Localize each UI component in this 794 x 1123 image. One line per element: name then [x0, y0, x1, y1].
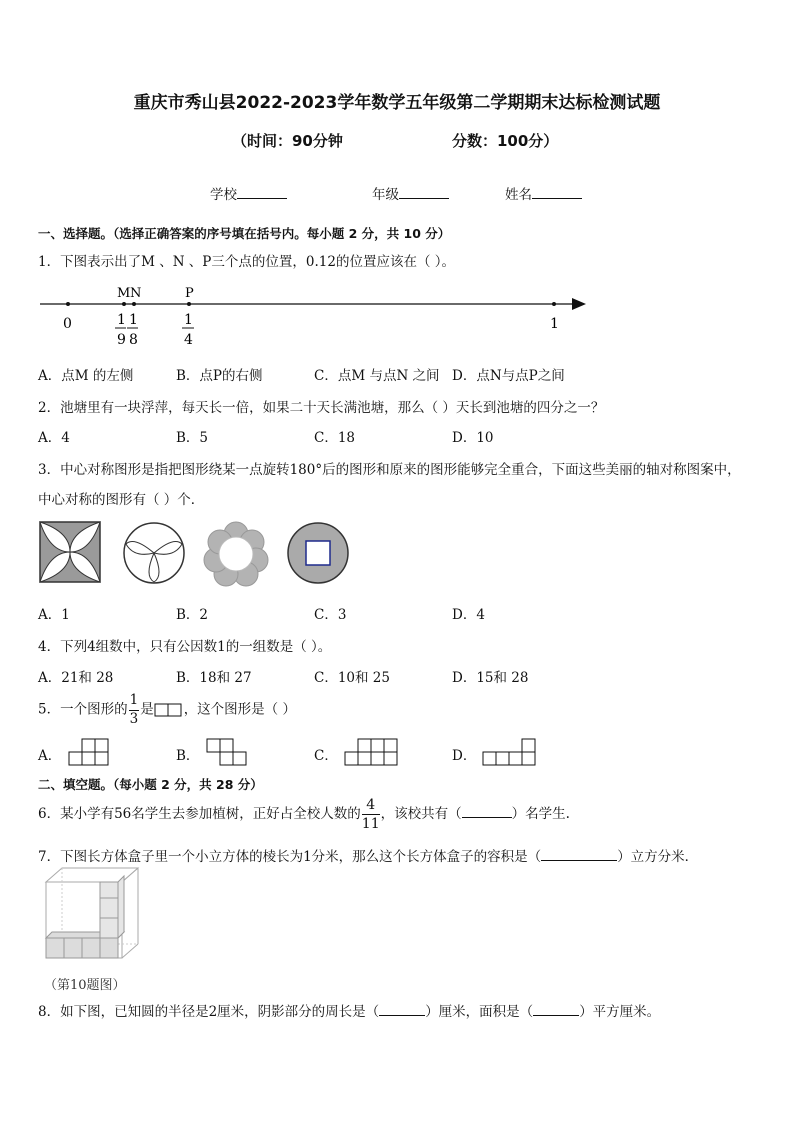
- q1-option-c[interactable]: C．点M 与点N 之间: [314, 368, 440, 384]
- q4-option-a[interactable]: A．21和 28: [38, 670, 114, 686]
- q7-prefix: 7．下图长方体盒子里一个小立方体的棱长为1分米，那么这个长方体盒子的容积是（: [38, 849, 542, 865]
- cuboid-box-figure: [42, 866, 142, 962]
- grade-field: [372, 183, 449, 203]
- q2-option-a[interactable]: A．4: [38, 430, 70, 446]
- frac-p-den: 4: [184, 332, 193, 348]
- frac-m-den: 9: [117, 332, 126, 348]
- q8-text: [38, 1000, 660, 1020]
- exam-score: 分数：100分）: [452, 132, 559, 150]
- q5-prefix: 5．一个图形的: [38, 701, 128, 718]
- q5-option-d-label[interactable]: D．: [452, 748, 477, 764]
- q6-frac-num: 4: [362, 798, 380, 815]
- q2-text: 2．池塘里有一块浮萍，每天长一倍，如果二十天长满池塘，那么（ ）天长到池塘的四分之一？: [38, 400, 605, 416]
- q5-fraction: [129, 694, 140, 726]
- q6-fraction: [362, 798, 380, 831]
- q1-option-a[interactable]: A．点M 的左侧: [38, 368, 134, 384]
- frac-n-den: 8: [129, 332, 138, 348]
- name-field: [505, 183, 582, 203]
- pattern-circle-petals: [124, 523, 184, 583]
- q5-option-a-figure[interactable]: [68, 738, 112, 766]
- q1-option-b[interactable]: B．点P的右侧: [176, 368, 263, 384]
- q3-option-a[interactable]: A．1: [38, 607, 70, 623]
- q2-option-c[interactable]: C．18: [314, 430, 356, 446]
- q1-option-d[interactable]: D．点N与点P之间: [452, 368, 565, 384]
- q8-perimeter-blank[interactable]: [379, 1015, 425, 1016]
- number-line: [34, 282, 594, 354]
- label-m: M: [117, 286, 131, 301]
- q8-area-blank[interactable]: [533, 1015, 579, 1016]
- section2-heading: 二、填空题。（每小题 2 分，共 28 分）: [38, 777, 263, 792]
- frac-n-num: 1: [129, 312, 138, 328]
- point-one: [552, 302, 556, 306]
- q3-text-line1: 3．中心对称图形是指把图形绕某一点旋转180°后的图形和原来的图形能够完全重合，下面这些美丽的轴对称图案中，: [38, 462, 741, 478]
- grade-label: 年级: [372, 187, 399, 203]
- page-title: 重庆市秀山县2022-2023学年数学五年级第二学期期末达标检测试题: [133, 93, 661, 113]
- point-zero: [66, 302, 70, 306]
- pattern-flower: [204, 522, 268, 586]
- q6-text: [38, 798, 570, 831]
- q4-option-d[interactable]: D．15和 28: [452, 670, 529, 686]
- q5-option-a-label[interactable]: A．: [38, 748, 62, 764]
- q5-text: [38, 694, 296, 726]
- point-p: [187, 302, 191, 306]
- q5-option-c-figure[interactable]: [344, 738, 402, 766]
- q2-option-b[interactable]: B．5: [176, 430, 209, 446]
- q7-suffix: ）立方分米．: [617, 849, 699, 865]
- school-field: [210, 183, 287, 203]
- q4-option-b[interactable]: B．18和 27: [176, 670, 252, 686]
- q5-option-c-label[interactable]: C．: [314, 748, 338, 764]
- q3-option-c[interactable]: C．3: [314, 607, 347, 623]
- q1-text: 1．下图表示出了M 、N 、P三个点的位置，0.12的位置应该在（ ）。: [38, 254, 455, 270]
- q5-option-b-figure[interactable]: [206, 738, 250, 766]
- q5-frac-num: 1: [129, 694, 140, 711]
- q6-answer-blank[interactable]: [462, 817, 512, 818]
- two-square-figure: [154, 703, 184, 717]
- q2-option-d[interactable]: D．10: [452, 430, 494, 446]
- q3-option-d[interactable]: D．4: [452, 607, 485, 623]
- section1-heading: 一、选择题。（选择正确答案的序号填在括号内。每小题 2 分，共 10 分）: [38, 226, 451, 241]
- frac-p-num: 1: [184, 312, 193, 328]
- q3-text-line2: 中心对称的图形有（ ）个．: [38, 492, 205, 508]
- q4-text: 4．下列4组数中，只有公因数1的一组数是（ ）。: [38, 639, 332, 655]
- name-label: 姓名: [505, 187, 532, 203]
- exam-time: （时间：90分钟: [232, 132, 343, 150]
- name-blank[interactable]: [532, 198, 582, 199]
- label-one: 1: [550, 316, 559, 332]
- q5-mid: 是: [140, 701, 154, 718]
- q5-suffix: ，这个图形是（ ）: [183, 701, 296, 718]
- number-line-arrow: [572, 298, 586, 310]
- point-m: [122, 302, 126, 306]
- figure-caption: （第10题图）: [44, 978, 126, 993]
- q4-option-c[interactable]: C．10和 25: [314, 670, 390, 686]
- pattern-coin: [288, 523, 348, 583]
- q6-frac-den: 11: [361, 816, 380, 832]
- pattern-square-petals: [40, 522, 100, 582]
- q5-option-b-label[interactable]: B．: [176, 748, 200, 764]
- school-label: 学校: [210, 187, 237, 203]
- q5-frac-den: 3: [129, 710, 139, 727]
- q8-suffix: ）平方厘米。: [579, 1004, 661, 1020]
- q7-answer-blank[interactable]: [541, 860, 617, 861]
- point-n: [132, 302, 136, 306]
- q5-option-d-figure[interactable]: [482, 738, 540, 766]
- q6-middle: ，该校共有（: [380, 806, 462, 822]
- grade-blank[interactable]: [399, 198, 449, 199]
- school-blank[interactable]: [237, 198, 287, 199]
- symmetric-patterns: [38, 520, 378, 588]
- q3-option-b[interactable]: B．2: [176, 607, 209, 623]
- label-zero: 0: [63, 316, 72, 332]
- label-n: N: [130, 286, 142, 301]
- q6-prefix: 6．某小学有56名学生去参加植树，正好占全校人数的: [38, 806, 361, 822]
- q8-middle: ）厘米，面积是（: [425, 1004, 534, 1020]
- q7-text: [38, 845, 698, 865]
- frac-m-num: 1: [117, 312, 126, 328]
- q6-suffix: ）名学生.: [511, 806, 570, 822]
- q8-prefix: 8．如下图，已知圆的半径是2厘米，阴影部分的周长是（: [38, 1004, 380, 1020]
- label-p: P: [185, 286, 194, 301]
